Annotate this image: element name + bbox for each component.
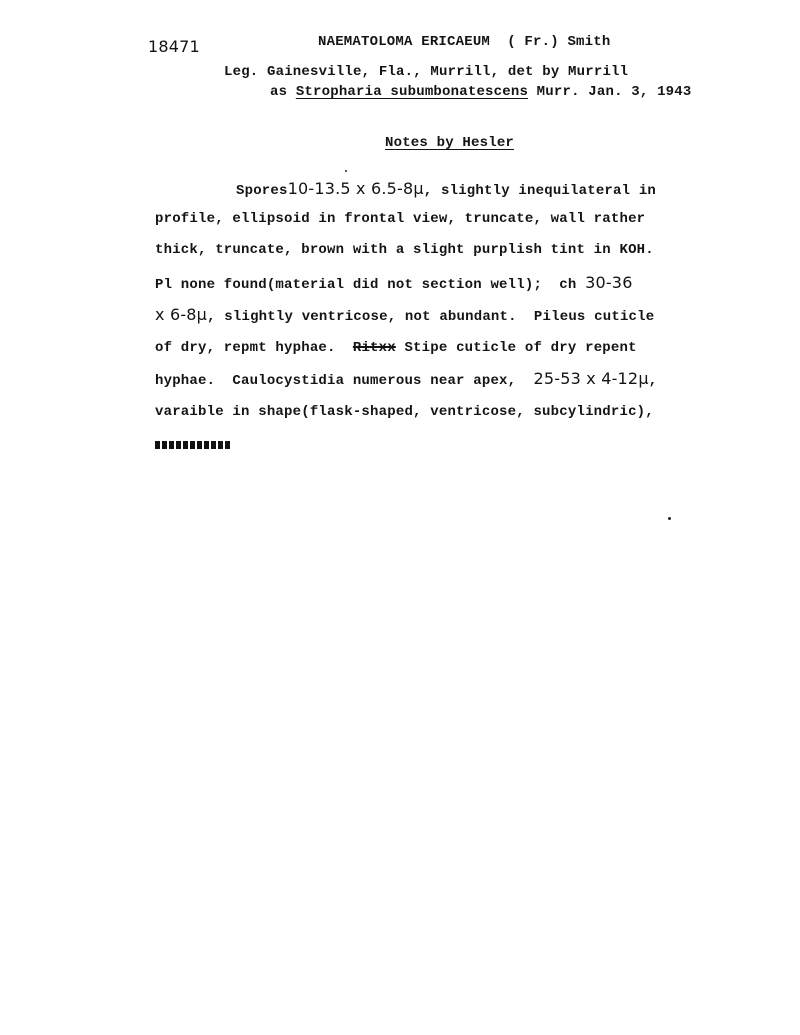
- collection-prefix: as: [270, 84, 296, 100]
- notes-line-5: [155, 306, 654, 326]
- notes-line-4: [155, 274, 633, 294]
- paper-speck: [345, 170, 347, 172]
- species-title: NAEMATOLOMA ERICAEUM ( Fr.) Smith: [318, 34, 611, 50]
- collection-date: Murr. Jan. 3, 1943: [528, 84, 692, 100]
- section-heading: Notes by Hesler: [385, 135, 515, 151]
- notes-line-1: [236, 180, 656, 200]
- notes-line-7-text: hyphae. Caulocystidia numerous near apex,: [155, 373, 534, 389]
- notes-line-5-rest: , slightly ventricose, not abundant. Pileus cuticle: [207, 309, 655, 325]
- notes-line-3: thick, truncate, brown with a slight purplish tint in KOH.: [155, 242, 654, 258]
- spore-size: 10-13.5 x 6.5-8µ: [287, 179, 424, 198]
- struck-out-word: Ritxx: [352, 340, 396, 356]
- typed-strikeout-mark: [155, 441, 231, 449]
- notes-line-7-comma: ,: [648, 373, 658, 389]
- cheilocystidia-size: 30-36: [585, 273, 633, 292]
- determined-species: Stropharia subumbonatescens: [295, 84, 529, 100]
- paper-speck: [668, 517, 671, 520]
- notes-line-6-rest: Stipe cuticle of dry repent: [395, 340, 637, 356]
- notes-line-7: [155, 370, 657, 390]
- notes-line-8: varaible in shape(flask-shaped, ventricose, subcylindric),: [155, 404, 654, 420]
- collection-line-2: [270, 83, 692, 101]
- notes-line-2: profile, ellipsoid in frontal view, truncate, wall rather: [155, 211, 646, 227]
- caulocystidia-size: 25-53 x 4-12µ: [533, 369, 649, 388]
- notes-line-6: [155, 339, 637, 357]
- notes-line-6-text: of dry, repmt hyphae.: [155, 340, 353, 356]
- spores-label: Spores: [236, 183, 288, 199]
- cheilocystidia-width: x 6-8µ: [155, 305, 208, 324]
- specimen-number: 18471: [148, 37, 200, 56]
- collection-line-1: Leg. Gainesville, Fla., Murrill, det by Murrill: [224, 64, 629, 80]
- notes-line-1-rest: , slightly inequilateral in: [423, 183, 657, 199]
- notes-line-4-text: Pl none found(material did not section well); ch: [155, 277, 586, 293]
